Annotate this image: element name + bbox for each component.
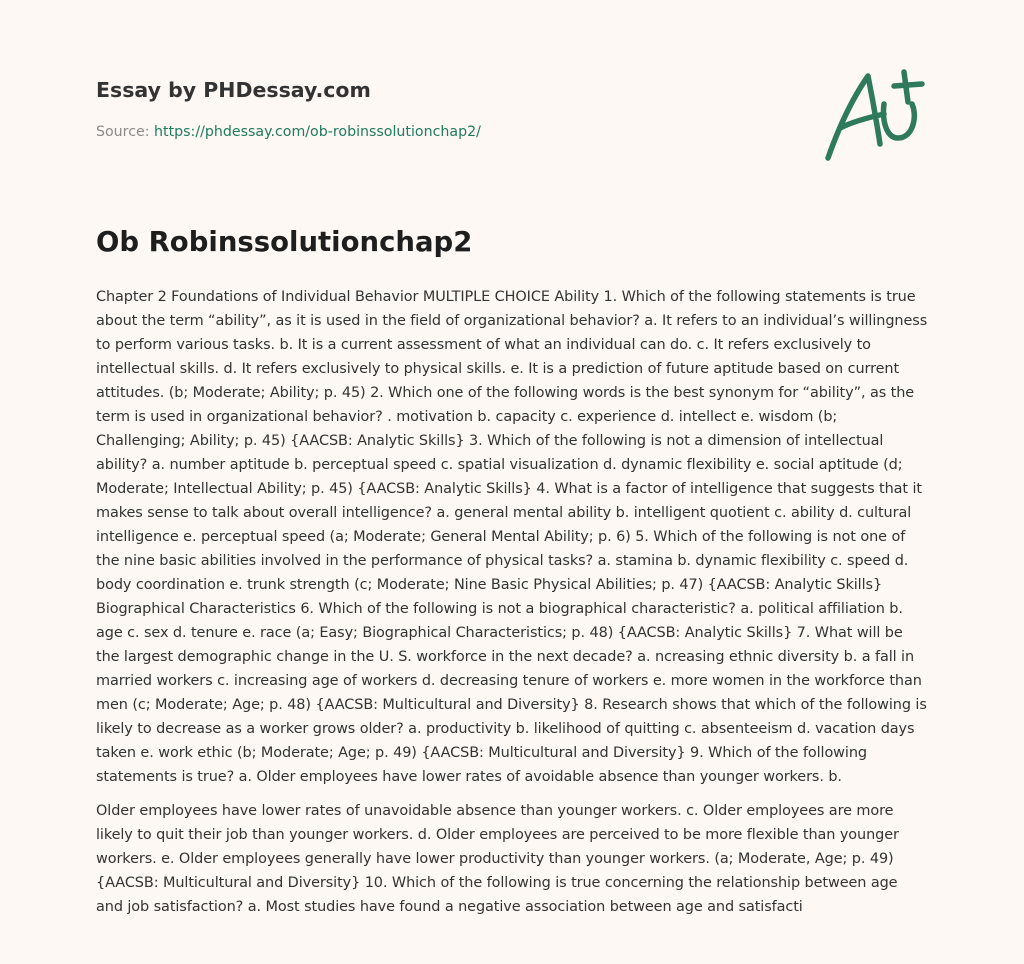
a-plus-logo-icon	[818, 66, 928, 166]
page-title: Ob Robinssolutionchap2	[96, 226, 473, 258]
article-paragraph: Older employees have lower rates of unavoidable absence than younger workers. c. Older employees are more likely to quit their job than younger workers. d. Older employees are perceived to be more flexible than younger workers. e. Older employees generally have lower productivity than younger workers. (a; Moderate, Age; p. 49) {AACSB: Multicultural and Diversity} 10. Which of the following is true concerning the relationship between age and job satisfaction? a. Most studies have found a negative association between age and satisfacti	[96, 803, 899, 915]
brand-title: Essay by PHDessay.com	[96, 78, 371, 102]
source-link[interactable]: https://phdessay.com/ob-robinssolutionchap2/	[154, 124, 481, 140]
source-label: Source:	[96, 124, 155, 140]
article-body	[96, 285, 928, 929]
source-line	[96, 124, 481, 140]
article-paragraph: Chapter 2 Foundations of Individual Behavior MULTIPLE CHOICE Ability 1. Which of the following statements is true about the term “ability”, as it is used in the field of organizational behavior? a. It refers to an individual’s willingness to perform various tasks. b. It is a current assessment of what an individual can do. c. It refers exclusively to intellectual skills. d. It refers exclusively to physical skills. e. It is a prediction of future aptitude based on current attitudes. (b; Moderate; Ability; p. 45) 2. Which one of the following words is the best synonym for “ability”, as the term is used in organizational behavior? . motivation b. capacity c. experience d. intellect e. wisdom (b; Challenging; Ability; p. 45) {AACSB: Analytic Skills} 3. Which of the following is not a dimension of intellectual ability? a. number aptitude b. perceptual speed c. spatial visualization d. dynamic flexibility e. social aptitude (d; Moderate; Intellectual Ability; p. 45) {AACSB: Analytic Skills} 4. What is a factor of intelligence that suggests that it makes sense to talk about overall intelligence? a. general mental ability b. intelligent quotient c. ability d. cultural intelligence e. perceptual speed (a; Moderate; General Mental Ability; p. 6) 5. Which of the following is not one of the nine basic abilities involved in the performance of physical tasks? a. stamina b. dynamic flexibility c. speed d. body coordination e. trunk strength (c; Moderate; Nine Basic Physical Abilities; p. 47) {AACSB: Analytic Skills} Biographical Characteristics 6. Which of the following is not a biographical characteristic? a. political affiliation b. age c. sex d. tenure e. race (a; Easy; Biographical Characteristics; p. 48) {AACSB: Analytic Skills} 7. What will be the largest demographic change in the U. S. workforce in the next decade? a. ncreasing ethnic diversity b. a fall in married workers c. increasing age of workers d. decreasing tenure of workers e. more women in the workforce than men (c; Moderate; Age; p. 48) {AACSB: Multicultural and Diversity} 8. Research shows that which of the following is likely to decrease as a worker grows older? a. productivity b. likelihood of quitting c. absenteeism d. vacation days taken e. work ethic (b; Moderate; Age; p. 49) {AACSB: Multicultural and Diversity} 9. Which of the following statements is true? a. Older employees have lower rates of avoidable absence than younger workers. b.	[96, 289, 928, 785]
